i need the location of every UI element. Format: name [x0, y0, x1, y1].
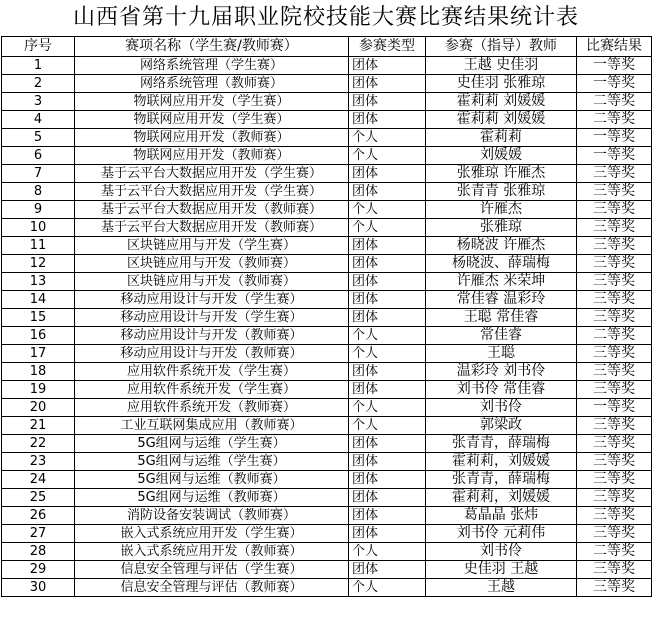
cell-index: 14: [2, 291, 75, 309]
cell-event: 基于云平台大数据应用开发（教师赛）: [75, 219, 349, 237]
cell-event: 网络系统管理（教师赛）: [75, 75, 349, 93]
table-row: [2, 183, 652, 201]
cell-type: 团体: [349, 75, 426, 93]
table-row: [2, 93, 652, 111]
cell-teacher: 王越 史佳羽: [426, 57, 577, 75]
cell-event: 信息安全管理与评估（学生赛）: [75, 561, 349, 579]
cell-event: 网络系统管理（学生赛）: [75, 57, 349, 75]
cell-event: 区块链应用与开发（教师赛）: [75, 273, 349, 291]
cell-result: 一等奖: [577, 147, 652, 165]
cell-teacher: 常佳睿 温彩玲: [426, 291, 577, 309]
cell-type: 团体: [349, 273, 426, 291]
cell-index: 13: [2, 273, 75, 291]
cell-type: 团体: [349, 489, 426, 507]
table-row: [2, 543, 652, 561]
cell-index: 30: [2, 579, 75, 597]
table-row: [2, 561, 652, 579]
cell-type: 个人: [349, 579, 426, 597]
cell-type: 团体: [349, 93, 426, 111]
table-row: [2, 327, 652, 345]
cell-result: 三等奖: [577, 291, 652, 309]
cell-index: 24: [2, 471, 75, 489]
cell-type: 团体: [349, 183, 426, 201]
cell-type: 团体: [349, 453, 426, 471]
cell-teacher: 霍莉莉 刘媛媛: [426, 111, 577, 129]
cell-index: 4: [2, 111, 75, 129]
table-row: [2, 363, 652, 381]
cell-teacher: 张雅琼: [426, 219, 577, 237]
cell-type: 个人: [349, 417, 426, 435]
cell-result: 二等奖: [577, 327, 652, 345]
cell-teacher: 史佳羽 张雅琼: [426, 75, 577, 93]
cell-teacher: 王越: [426, 579, 577, 597]
cell-result: 三等奖: [577, 381, 652, 399]
cell-type: 个人: [349, 129, 426, 147]
table-row: [2, 435, 652, 453]
table-row: [2, 219, 652, 237]
cell-index: 26: [2, 507, 75, 525]
table-row: [2, 453, 652, 471]
cell-event: 移动应用设计与开发（教师赛）: [75, 327, 349, 345]
cell-teacher: 葛晶晶 张炜: [426, 507, 577, 525]
cell-type: 团体: [349, 507, 426, 525]
cell-teacher: 霍莉莉，刘媛媛: [426, 489, 577, 507]
cell-result: 三等奖: [577, 579, 652, 597]
cell-type: 团体: [349, 381, 426, 399]
cell-type: 团体: [349, 291, 426, 309]
cell-result: 三等奖: [577, 471, 652, 489]
cell-teacher: 张青青 张雅琼: [426, 183, 577, 201]
cell-result: 一等奖: [577, 75, 652, 93]
cell-index: 19: [2, 381, 75, 399]
cell-result: 二等奖: [577, 543, 652, 561]
cell-index: 2: [2, 75, 75, 93]
cell-index: 15: [2, 309, 75, 327]
table-row: [2, 489, 652, 507]
cell-result: 一等奖: [577, 57, 652, 75]
cell-teacher: 常佳睿: [426, 327, 577, 345]
cell-result: 三等奖: [577, 201, 652, 219]
cell-result: 三等奖: [577, 363, 652, 381]
cell-type: 个人: [349, 345, 426, 363]
cell-index: 29: [2, 561, 75, 579]
cell-type: 团体: [349, 561, 426, 579]
cell-event: 5G组网与运维（教师赛）: [75, 471, 349, 489]
table-row: [2, 381, 652, 399]
cell-type: 团体: [349, 165, 426, 183]
cell-result: 三等奖: [577, 561, 652, 579]
cell-teacher: 张雅琼 许雁杰: [426, 165, 577, 183]
cell-result: 三等奖: [577, 345, 652, 363]
cell-result: 三等奖: [577, 435, 652, 453]
cell-index: 22: [2, 435, 75, 453]
cell-type: 个人: [349, 201, 426, 219]
cell-index: 25: [2, 489, 75, 507]
cell-result: 三等奖: [577, 309, 652, 327]
cell-type: 团体: [349, 363, 426, 381]
table-row: [2, 75, 652, 93]
cell-event: 5G组网与运维（教师赛）: [75, 489, 349, 507]
table-row: [2, 147, 652, 165]
cell-result: 三等奖: [577, 219, 652, 237]
cell-result: 二等奖: [577, 93, 652, 111]
cell-event: 移动应用设计与开发（教师赛）: [75, 345, 349, 363]
cell-type: 团体: [349, 237, 426, 255]
cell-index: 27: [2, 525, 75, 543]
col-header-result: 比赛结果: [577, 37, 652, 57]
cell-index: 8: [2, 183, 75, 201]
cell-teacher: 杨晓波 许雁杰: [426, 237, 577, 255]
cell-type: 个人: [349, 327, 426, 345]
cell-event: 5G组网与运维（学生赛）: [75, 453, 349, 471]
results-table: [1, 36, 652, 597]
cell-teacher: 王聪: [426, 345, 577, 363]
col-header-teacher: 参赛（指导）教师: [426, 37, 577, 57]
cell-teacher: 刘书伶 元莉伟: [426, 525, 577, 543]
cell-index: 20: [2, 399, 75, 417]
table-row: [2, 507, 652, 525]
table-row: [2, 471, 652, 489]
cell-result: 三等奖: [577, 489, 652, 507]
cell-event: 嵌入式系统应用开发（学生赛）: [75, 525, 349, 543]
cell-type: 个人: [349, 543, 426, 561]
cell-teacher: 杨晓波、薛瑞梅: [426, 255, 577, 273]
cell-index: 18: [2, 363, 75, 381]
cell-type: 团体: [349, 471, 426, 489]
cell-teacher: 许雁杰: [426, 201, 577, 219]
sheet-title: 山西省第十九届职业院校技能大赛比赛结果统计表: [72, 5, 579, 30]
cell-type: 个人: [349, 399, 426, 417]
cell-type: 个人: [349, 219, 426, 237]
cell-type: 团体: [349, 435, 426, 453]
table-row: [2, 165, 652, 183]
cell-event: 工业互联网集成应用（教师赛）: [75, 417, 349, 435]
cell-type: 团体: [349, 57, 426, 75]
cell-index: 1: [2, 57, 75, 75]
cell-teacher: 霍莉莉: [426, 129, 577, 147]
cell-index: 10: [2, 219, 75, 237]
cell-teacher: 郭梁政: [426, 417, 577, 435]
cell-type: 团体: [349, 309, 426, 327]
cell-result: 三等奖: [577, 183, 652, 201]
cell-teacher: 温彩玲 刘书伶: [426, 363, 577, 381]
col-header-event: 赛项名称（学生赛/教师赛）: [75, 37, 349, 57]
table-row: [2, 57, 652, 75]
table-row: [2, 309, 652, 327]
cell-teacher: 王聪 常佳睿: [426, 309, 577, 327]
cell-index: 12: [2, 255, 75, 273]
cell-type: 个人: [349, 147, 426, 165]
cell-teacher: 霍莉莉，刘媛媛: [426, 453, 577, 471]
cell-event: 应用软件系统开发（教师赛）: [75, 399, 349, 417]
col-header-index: 序号: [2, 37, 75, 57]
cell-index: 17: [2, 345, 75, 363]
table-row: [2, 417, 652, 435]
cell-event: 移动应用设计与开发（学生赛）: [75, 309, 349, 327]
table-row: [2, 201, 652, 219]
cell-teacher: 张青青，薛瑞梅: [426, 471, 577, 489]
cell-index: 11: [2, 237, 75, 255]
header-row: [2, 37, 652, 57]
cell-result: 一等奖: [577, 399, 652, 417]
cell-index: 21: [2, 417, 75, 435]
cell-event: 嵌入式系统应用开发（教师赛）: [75, 543, 349, 561]
cell-event: 移动应用设计与开发（学生赛）: [75, 291, 349, 309]
table-row: [2, 525, 652, 543]
table-row: [2, 255, 652, 273]
cell-event: 基于云平台大数据应用开发（学生赛）: [75, 165, 349, 183]
cell-teacher: 刘书伶: [426, 543, 577, 561]
cell-event: 区块链应用与开发（学生赛）: [75, 237, 349, 255]
table-row: [2, 273, 652, 291]
cell-result: 三等奖: [577, 165, 652, 183]
cell-type: 团体: [349, 255, 426, 273]
cell-event: 消防设备安装调试（教师赛）: [75, 507, 349, 525]
cell-index: 6: [2, 147, 75, 165]
cell-teacher: 张青青，薛瑞梅: [426, 435, 577, 453]
cell-index: 5: [2, 129, 75, 147]
cell-event: 基于云平台大数据应用开发（教师赛）: [75, 201, 349, 219]
cell-event: 物联网应用开发（学生赛）: [75, 111, 349, 129]
cell-event: 物联网应用开发（学生赛）: [75, 93, 349, 111]
cell-teacher: 史佳羽 王越: [426, 561, 577, 579]
cell-result: 三等奖: [577, 453, 652, 471]
cell-type: 团体: [349, 111, 426, 129]
table-row: [2, 345, 652, 363]
cell-event: 区块链应用与开发（教师赛）: [75, 255, 349, 273]
cell-result: 三等奖: [577, 237, 652, 255]
cell-index: 7: [2, 165, 75, 183]
cell-event: 5G组网与运维（学生赛）: [75, 435, 349, 453]
col-header-type: 参赛类型: [349, 37, 426, 57]
table-row: [2, 129, 652, 147]
cell-result: 二等奖: [577, 111, 652, 129]
cell-teacher: 刘媛媛: [426, 147, 577, 165]
cell-result: 三等奖: [577, 273, 652, 291]
table-row: [2, 111, 652, 129]
cell-event: 物联网应用开发（教师赛）: [75, 129, 349, 147]
cell-type: 团体: [349, 525, 426, 543]
cell-event: 基于云平台大数据应用开发（学生赛）: [75, 183, 349, 201]
cell-event: 信息安全管理与评估（教师赛）: [75, 579, 349, 597]
table-row: [2, 291, 652, 309]
cell-event: 应用软件系统开发（学生赛）: [75, 381, 349, 399]
cell-result: 三等奖: [577, 417, 652, 435]
cell-result: 三等奖: [577, 525, 652, 543]
cell-teacher: 许雁杰 米荣坤: [426, 273, 577, 291]
cell-index: 16: [2, 327, 75, 345]
table-row: [2, 237, 652, 255]
cell-event: 应用软件系统开发（学生赛）: [75, 363, 349, 381]
cell-index: 23: [2, 453, 75, 471]
cell-teacher: 刘书伶: [426, 399, 577, 417]
cell-index: 3: [2, 93, 75, 111]
table-row: [2, 399, 652, 417]
cell-index: 28: [2, 543, 75, 561]
cell-index: 9: [2, 201, 75, 219]
cell-teacher: 霍莉莉 刘媛媛: [426, 93, 577, 111]
cell-result: 三等奖: [577, 507, 652, 525]
cell-result: 一等奖: [577, 129, 652, 147]
cell-teacher: 刘书伶 常佳睿: [426, 381, 577, 399]
cell-event: 物联网应用开发（教师赛）: [75, 147, 349, 165]
cell-result: 三等奖: [577, 255, 652, 273]
table-row: [2, 579, 652, 597]
